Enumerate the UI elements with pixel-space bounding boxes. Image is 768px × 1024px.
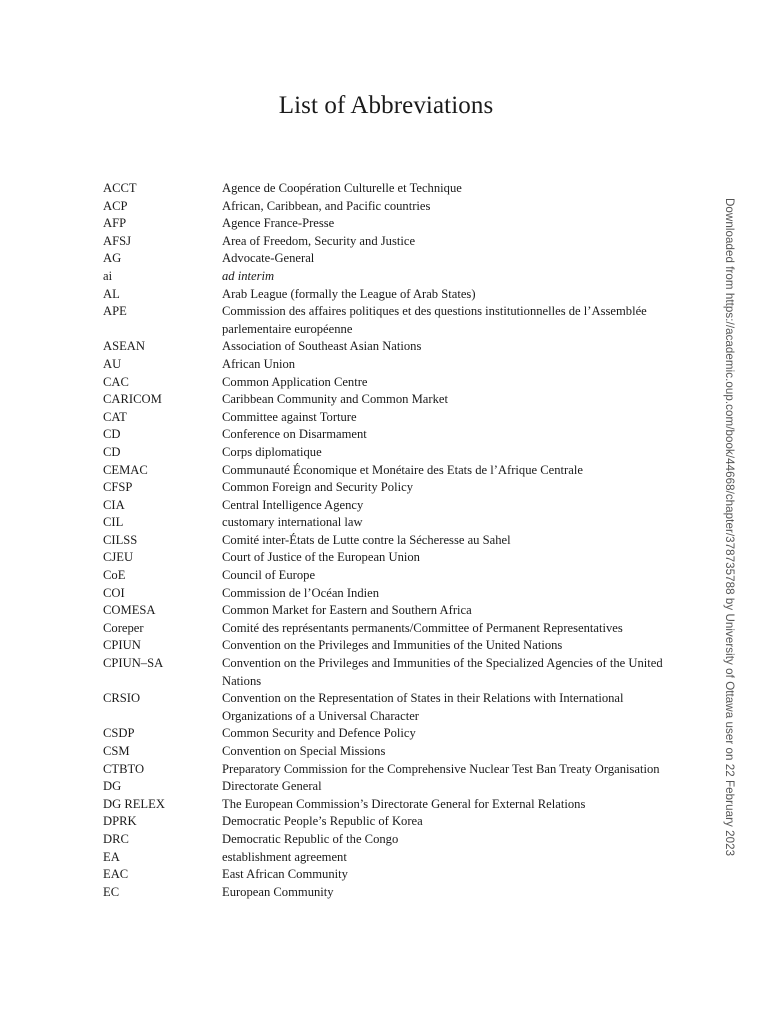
abbreviation-entry xyxy=(103,233,683,251)
abbreviation-definition: establishment agreement xyxy=(222,849,347,864)
abbreviation-entry xyxy=(103,198,683,216)
abbreviation-definition: Conference on Disarmament xyxy=(222,427,367,442)
abbreviation-definition: Commission de l’Océan Indien xyxy=(222,585,380,600)
abbreviation-definition: Convention on the Privileges and Immunities of the United Nations xyxy=(222,638,563,653)
abbreviation-term: COI xyxy=(103,585,125,600)
abbreviation-entry xyxy=(103,655,683,690)
abbreviation-term: CJEU xyxy=(103,550,134,565)
abbreviation-definition: Caribbean Community and Common Market xyxy=(222,392,448,407)
abbreviation-definition: Area of Freedom, Security and Justice xyxy=(222,233,416,248)
abbreviation-definition: Comité inter-États de Lutte contre la Sécheresse au Sahel xyxy=(222,532,511,547)
abbreviation-definition: Advocate-General xyxy=(222,251,315,266)
abbreviation-entry xyxy=(103,813,683,831)
download-notice: Downloaded from https://academic.oup.com/book/44668/chapter/378735788 by University of Ottawa user on 22 February 2023 xyxy=(723,198,736,857)
abbreviation-definition: Corps diplomatique xyxy=(222,444,322,459)
abbreviation-term: AU xyxy=(103,356,122,371)
abbreviation-definition: Democratic People’s Republic of Korea xyxy=(222,814,423,829)
abbreviation-term: DRC xyxy=(103,831,129,846)
abbreviation-term: Coreper xyxy=(103,620,144,635)
abbreviation-entry xyxy=(103,549,683,567)
abbreviation-definition: Comité des représentants permanents/Committee of Permanent Representatives xyxy=(222,620,623,635)
abbreviation-definition: Common Security and Defence Policy xyxy=(222,726,416,741)
abbreviation-definition: Association of Southeast Asian Nations xyxy=(222,339,422,354)
abbreviation-entry xyxy=(103,286,683,304)
abbreviation-entry xyxy=(103,796,683,814)
abbreviation-entry xyxy=(103,725,683,743)
abbreviation-definition: Directorate General xyxy=(222,779,322,794)
abbreviation-term: DG RELEX xyxy=(103,796,165,811)
abbreviation-term: DPRK xyxy=(103,814,137,829)
abbreviation-entry xyxy=(103,250,683,268)
abbreviation-definition: Convention on Special Missions xyxy=(222,744,386,758)
abbreviation-term: CTBTO xyxy=(103,761,145,776)
abbreviation-term: CIL xyxy=(103,515,124,530)
abbreviation-entry xyxy=(103,497,683,515)
abbreviation-definition: Agence France-Presse xyxy=(222,216,335,231)
abbreviation-entry xyxy=(103,866,683,884)
abbreviation-definition: Common Market for Eastern and Southern Africa xyxy=(222,603,472,618)
abbreviation-term: CPIUN–SA xyxy=(103,656,164,671)
abbreviation-definition: Preparatory Commission for the Comprehensive Nuclear Test Ban Treaty Organisation xyxy=(222,761,660,776)
abbreviation-entry xyxy=(103,409,683,427)
abbreviation-definition: ad interim xyxy=(222,268,275,283)
abbreviation-term: EC xyxy=(103,884,120,899)
abbreviation-term: ASEAN xyxy=(103,339,145,354)
abbreviation-entry xyxy=(103,268,683,286)
abbreviation-entry xyxy=(103,602,683,620)
abbreviation-term: CPIUN xyxy=(103,638,141,653)
abbreviation-entry xyxy=(103,462,683,480)
abbreviation-entry xyxy=(103,637,683,655)
abbreviation-entry xyxy=(103,884,683,902)
abbreviation-entry xyxy=(103,180,683,198)
abbreviation-entry xyxy=(103,778,683,796)
abbreviation-term: AFSJ xyxy=(103,233,132,248)
abbreviation-entry xyxy=(103,532,683,550)
abbreviation-entry xyxy=(103,620,683,638)
abbreviation-term: CAT xyxy=(103,409,127,424)
abbreviation-term: CRSIO xyxy=(103,691,141,706)
abbreviation-term: CD xyxy=(103,427,121,442)
abbreviation-definition: Convention on the Privileges and Immunities of the Specialized Agencies of the United Nations xyxy=(222,656,663,688)
abbreviation-definition: Court of Justice of the European Union xyxy=(222,550,420,565)
abbreviation-entry xyxy=(103,338,683,356)
abbreviation-definition: Common Foreign and Security Policy xyxy=(222,480,413,495)
abbreviation-term: CSDP xyxy=(103,726,135,741)
abbreviation-entry xyxy=(103,567,683,585)
abbreviation-term: CD xyxy=(103,444,121,459)
abbreviation-term: CFSP xyxy=(103,480,133,495)
abbreviation-definition: Committee against Torture xyxy=(222,409,357,424)
abbreviation-term: CEMAC xyxy=(103,462,148,477)
abbreviation-term: AG xyxy=(103,251,122,266)
abbreviation-entry xyxy=(103,514,683,532)
abbreviation-term: DG xyxy=(103,779,122,794)
abbreviation-entry xyxy=(103,831,683,849)
abbreviation-entry xyxy=(103,479,683,497)
abbreviation-term: ai xyxy=(103,268,113,283)
abbreviation-term: AL xyxy=(103,286,120,301)
abbreviation-term: COMESA xyxy=(103,603,156,618)
abbreviation-term: CAC xyxy=(103,374,129,389)
abbreviation-definition: European Community xyxy=(222,884,334,899)
abbreviation-entry xyxy=(103,391,683,409)
abbreviation-entry xyxy=(103,743,683,761)
abbreviation-term: CILSS xyxy=(103,532,138,547)
abbreviation-definition: Commission des affaires politiques et des questions institutionnelles de l’Assemblée parlementaire européenne xyxy=(222,304,647,336)
abbreviation-definition: Council of Europe xyxy=(222,568,316,583)
abbreviation-definition: Common Application Centre xyxy=(222,374,368,389)
abbreviation-term: APE xyxy=(103,304,127,319)
abbreviation-entry xyxy=(103,356,683,374)
page-title: List of Abbreviations xyxy=(278,92,494,119)
abbreviation-term: EAC xyxy=(103,867,129,882)
abbreviation-entry xyxy=(103,303,683,338)
abbreviation-definition: Arab League (formally the League of Arab States) xyxy=(222,286,476,301)
abbreviation-definition: customary international law xyxy=(222,515,363,530)
abbreviation-entry xyxy=(103,444,683,462)
abbreviation-definition: East African Community xyxy=(222,867,348,882)
abbreviation-entry xyxy=(103,849,683,867)
abbreviation-definition: Agence de Coopération Culturelle et Technique xyxy=(222,181,462,195)
abbreviation-definition: Democratic Republic of the Congo xyxy=(222,831,399,846)
abbreviation-definition: Central Intelligence Agency xyxy=(222,497,364,512)
abbreviation-list xyxy=(103,180,683,901)
abbreviation-term: CoE xyxy=(103,568,126,583)
abbreviation-term: ACCT xyxy=(103,181,137,195)
abbreviation-definition: Communauté Économique et Monétaire des Etats de l’Afrique Centrale xyxy=(222,462,583,477)
abbreviation-term: ACP xyxy=(103,198,128,213)
abbreviation-entry xyxy=(103,215,683,233)
abbreviation-term: CSM xyxy=(103,744,130,758)
abbreviation-entry xyxy=(103,374,683,392)
abbreviation-term: CIA xyxy=(103,497,125,512)
abbreviation-term: AFP xyxy=(103,216,127,231)
abbreviation-entry xyxy=(103,761,683,779)
abbreviation-entry xyxy=(103,426,683,444)
abbreviation-definition: Convention on the Representation of States in their Relations with International Organizations of a Universal Character xyxy=(222,691,624,723)
abbreviation-definition: African, Caribbean, and Pacific countries xyxy=(222,198,431,213)
abbreviation-term: CARICOM xyxy=(103,392,162,407)
abbreviation-term: EA xyxy=(103,849,120,864)
abbreviation-definition: The European Commission’s Directorate General for External Relations xyxy=(222,796,586,811)
abbreviation-entry xyxy=(103,690,683,725)
abbreviation-definition: African Union xyxy=(222,356,296,371)
abbreviation-entry xyxy=(103,585,683,603)
